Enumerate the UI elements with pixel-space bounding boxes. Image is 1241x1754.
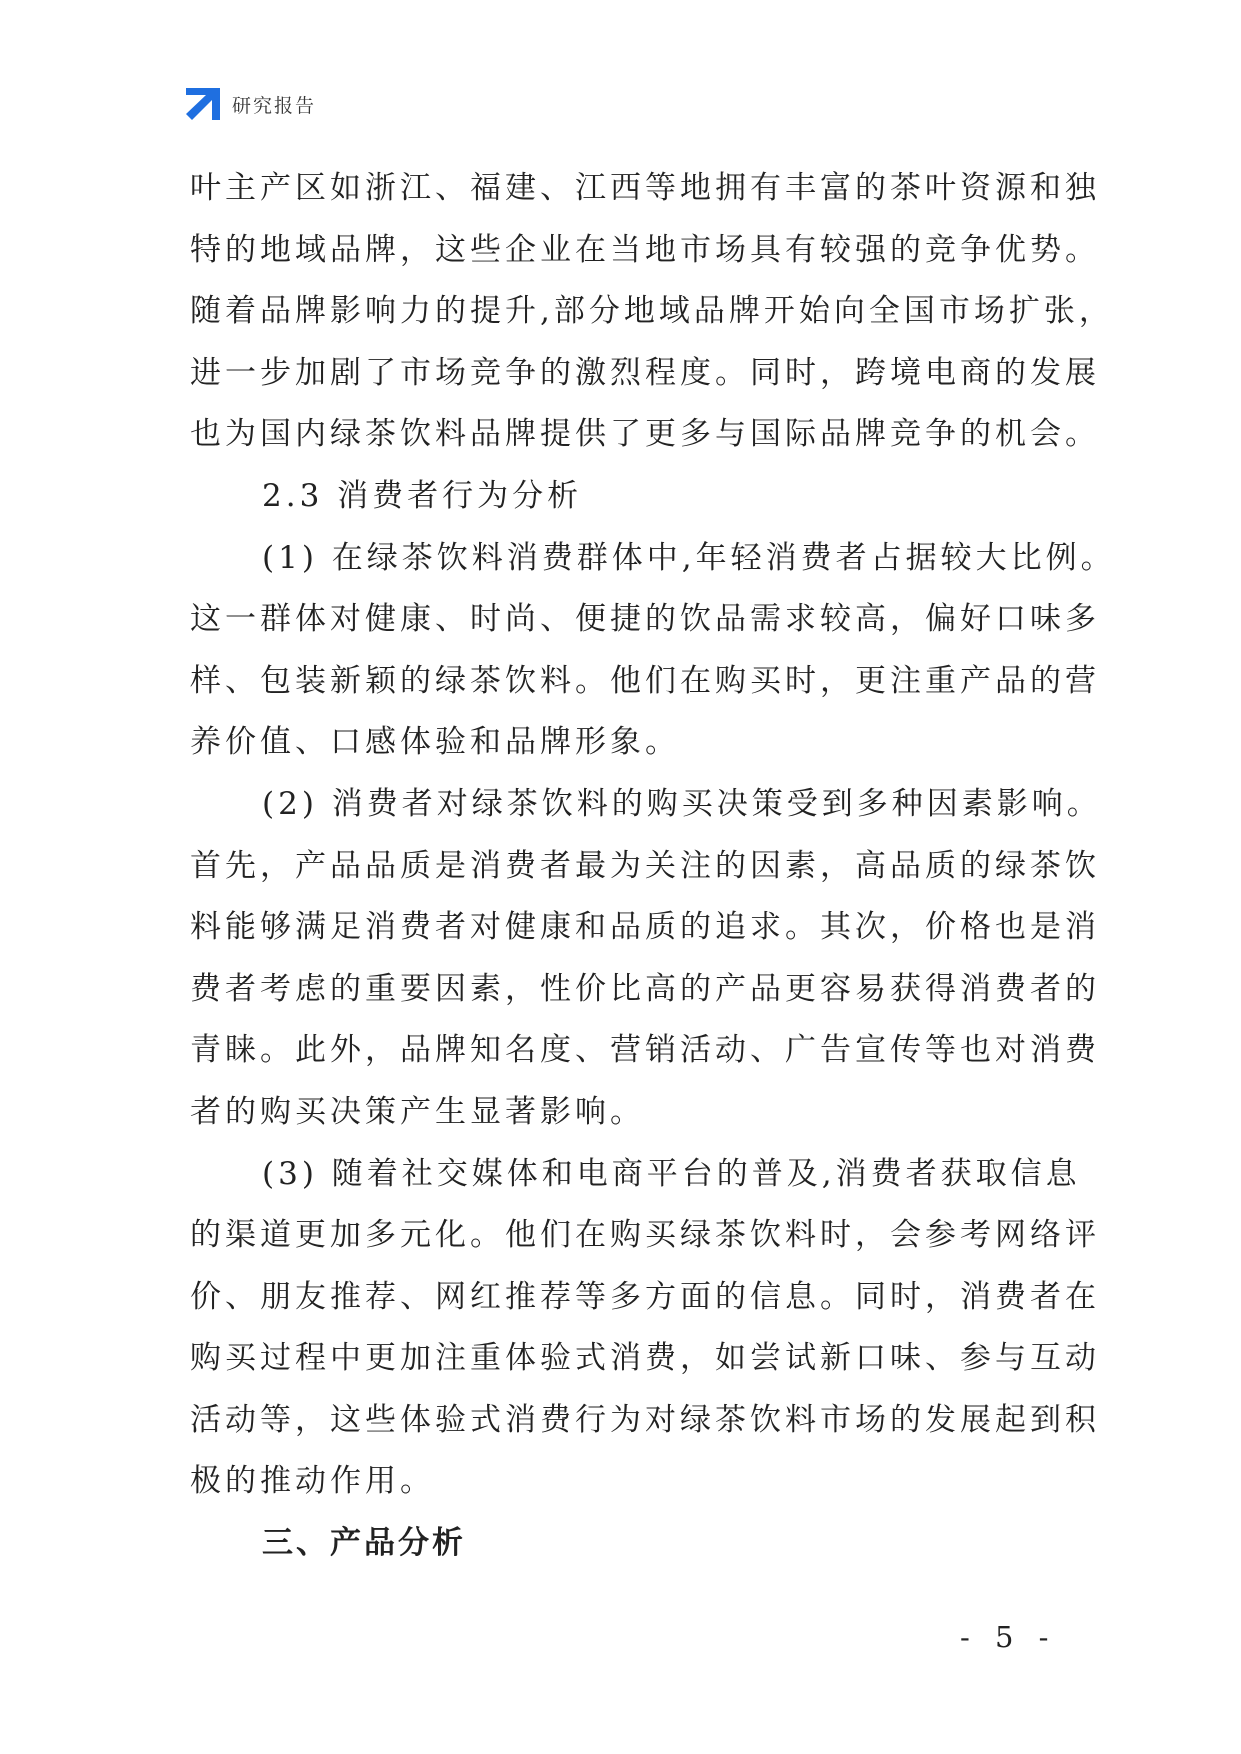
text-line: 青睐。此外，品牌知名度、营销活动、广告宣传等也对消费 bbox=[190, 1032, 1100, 1069]
text-line: 随着品牌影响力的提升,部分地域品牌开始向全国市场扩张， bbox=[190, 293, 1114, 330]
text-line: 叶主产区如浙江、福建、江西等地拥有丰富的茶叶资源和独 bbox=[190, 170, 1100, 206]
arrow-logo-icon bbox=[186, 88, 220, 120]
text-line: 费者考虑的重要因素，性价比高的产品更容易获得消费者的 bbox=[190, 970, 1100, 1007]
text-line: 也为国内绿茶饮料品牌提供了更多与国际品牌竞争的机会。 bbox=[190, 416, 1100, 453]
text-line: 样、包装新颖的绿茶饮料。他们在购买时，更注重产品的营 bbox=[190, 662, 1100, 699]
text-line: 价、朋友推荐、网红推荐等多方面的信息。同时，消费者在 bbox=[190, 1278, 1100, 1315]
body-text bbox=[190, 158, 1116, 1575]
text-line: 极的推动作用。 bbox=[190, 1463, 435, 1500]
section-heading-2-3: 2.3 消费者行为分析 bbox=[262, 477, 583, 514]
text-line: (2) 消费者对绿茶饮料的购买决策受到多种因素影响。 bbox=[262, 785, 1102, 822]
text-line: 料能够满足消费者对健康和品质的追求。其次，价格也是消 bbox=[190, 909, 1100, 946]
chapter-heading: 三、产品分析 bbox=[262, 1525, 466, 1562]
header-label: 研究报告 bbox=[232, 94, 317, 117]
text-line: 养价值、口感体验和品牌形象。 bbox=[190, 724, 680, 761]
page-header bbox=[186, 88, 316, 120]
text-line: 首先，产品品质是消费者最为关注的因素，高品质的绿茶饮 bbox=[190, 847, 1100, 884]
text-line: 进一步加剧了市场竞争的激烈程度。同时，跨境电商的发展 bbox=[190, 354, 1100, 391]
text-line: (3) 随着社交媒体和电商平台的普及,消费者获取信息 bbox=[262, 1155, 1081, 1192]
text-line: 这一群体对健康、时尚、便捷的饮品需求较高，偏好口味多 bbox=[190, 601, 1100, 638]
text-line: 活动等，这些体验式消费行为对绿茶饮料市场的发展起到积 bbox=[190, 1401, 1100, 1438]
text-line: 特的地域品牌，这些企业在当地市场具有较强的竞争优势。 bbox=[190, 231, 1100, 268]
text-line: 购买过程中更加注重体验式消费，如尝试新口味、参与互动 bbox=[190, 1340, 1100, 1377]
page-number: - 5 - bbox=[960, 1620, 1057, 1654]
text-line: (1) 在绿茶饮料消费群体中,年轻消费者占据较大比例。 bbox=[262, 539, 1116, 576]
text-line: 者的购买决策产生显著影响。 bbox=[190, 1093, 645, 1130]
text-line: 的渠道更加多元化。他们在购买绿茶饮料时，会参考网络评 bbox=[190, 1217, 1100, 1254]
